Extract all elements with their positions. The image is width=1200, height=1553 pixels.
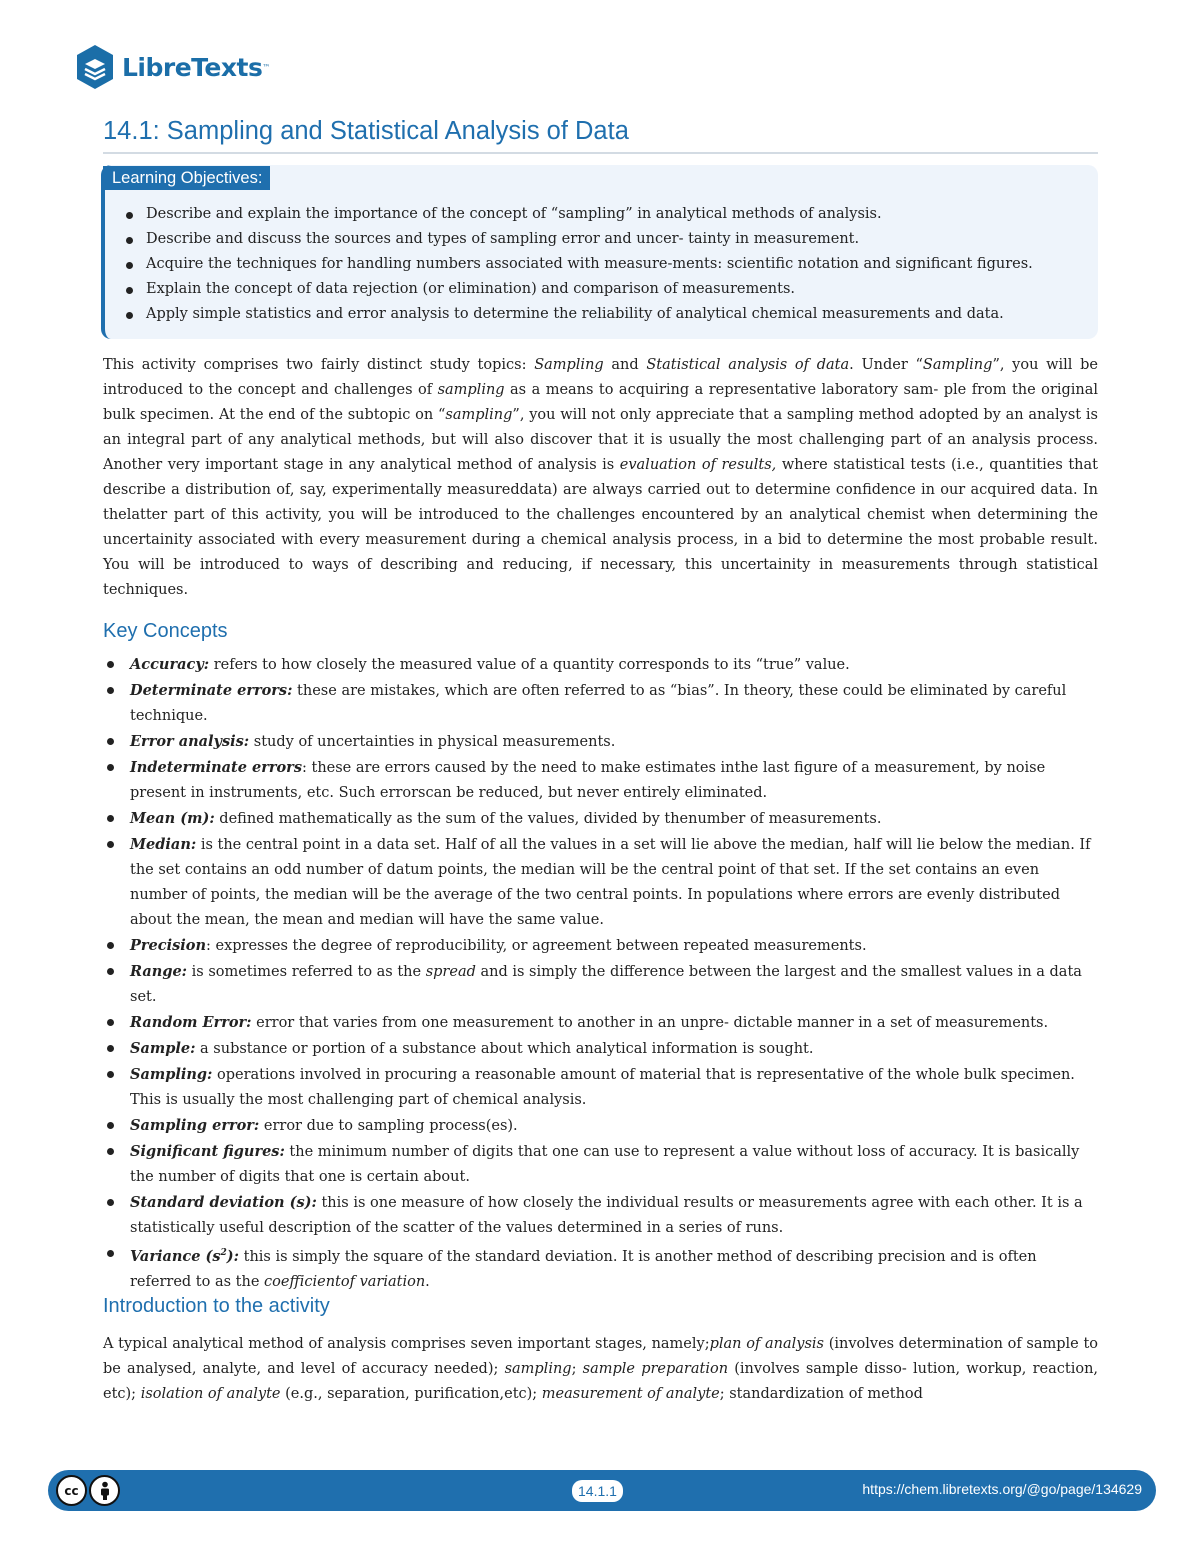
attribution-icon: [89, 1475, 120, 1506]
list-item: Variance $(s^2)$: this is simply the square of the standard deviation. It is another method of describing precision and is often referred to as the coefficientof variation.: [105, 1241, 1098, 1295]
list-item: Random Error: error that varies from one measurement to another in an unpre- dictable manner in a set of measurements.: [105, 1010, 1098, 1036]
list-item: Sample: a substance or portion of a substance about which analytical information is sought.: [105, 1036, 1098, 1062]
list-item: Median: is the central point in a data set. Half of all the values in a set will lie above the median, half will lie below the median. If the set contains an odd number of datum points, the median will be the central point of that set. If the set contains an even number of points, the median will be the average of the two central points. In populations where errors are evenly distributed about the mean, the mean and median will have the same value.: [105, 832, 1098, 933]
libretexts-logo-icon: [74, 43, 116, 91]
page-footer: [48, 1470, 1156, 1511]
list-item: Determinate errors: these are mistakes, which are often referred to as “bias”. In theory, these could be eliminated by careful technique.: [105, 678, 1098, 729]
page-url-link[interactable]: https://chem.libretexts.org/@go/page/134629: [862, 1481, 1142, 1497]
list-item: Accuracy: refers to how closely the measured value of a quantity corresponds to its “true” value.: [105, 652, 1098, 678]
list-item: Error analysis: study of uncertainties in physical measurements.: [105, 729, 1098, 755]
activity-heading: Introduction to the activity: [103, 1295, 330, 1317]
cc-by-license-badge[interactable]: [56, 1475, 120, 1506]
list-item: Explain the concept of data rejection (or elimination) and comparison of measurements.: [125, 277, 1033, 302]
key-concepts-heading: Key Concepts: [103, 620, 228, 642]
list-item: Standard deviation (s): this is one measure of how closely the individual results or measurements agree with each other. It is a statistically useful description of the scatter of the values determined in a series of runs.: [105, 1190, 1098, 1241]
activity-paragraph: A typical analytical method of analysis comprises seven important stages, namely;plan of analysis (involves determination of sample to be analysed, analyte, and level of accuracy needed); sampling; sample preparation (involves sample disso- lution, workup, reaction, etc); isolation of analyte (e.g., separation, purification,etc); measurement of analyte; standardization of method: [103, 1336, 1099, 1402]
logo-trademark: ™: [262, 62, 271, 72]
logo-text: LibreTexts: [122, 52, 263, 82]
list-item: Significant figures: the minimum number of digits that one can use to represent a value without loss of accuracy. It is basically the number of digits that one is certain about.: [105, 1139, 1098, 1190]
list-item: Sampling: operations involved in procuring a reasonable amount of material that is representative of the whole bulk specimen. This is usually the most challenging part of chemical analysis.: [105, 1062, 1098, 1113]
key-concepts-list: [105, 652, 1098, 1295]
list-item: Apply simple statistics and error analysis to determine the reliability of analytical chemical measurements and data.: [125, 302, 1033, 327]
list-item: Precision: expresses the degree of reproducibility, or agreement between repeated measurements.: [105, 933, 1098, 959]
list-item: Indeterminate errors: these are errors caused by the need to make estimates inthe last figure of a measurement, by noise present in instruments, etc. Such errorscan be reduced, but never entirely eliminated.: [105, 755, 1098, 806]
libretexts-logo[interactable]: [74, 40, 270, 94]
page-title: 14.1: Sampling and Statistical Analysis of Data: [103, 117, 1098, 154]
learning-objectives-label: Learning Objectives:: [103, 166, 270, 190]
list-item: Range: is sometimes referred to as the spread and is simply the difference between the largest and the smallest values in a data set.: [105, 959, 1098, 1010]
page-number: 14.1.1: [572, 1480, 623, 1502]
list-item: Sampling error: error due to sampling process(es).: [105, 1113, 1098, 1139]
learning-objectives-list: [125, 202, 1033, 327]
list-item: Describe and explain the importance of the concept of “sampling” in analytical methods of analysis.: [125, 202, 1033, 227]
person-icon: [98, 1481, 112, 1501]
list-item: Describe and discuss the sources and types of sampling error and uncer- tainty in measurement.: [125, 227, 1033, 252]
cc-icon: cc: [56, 1475, 87, 1506]
intro-paragraph: This activity comprises two fairly distinct study topics: Sampling and Statistical analysis of data. Under “Sampling”, you will be introduced to the concept and challenges of sampling as a means to acquiring a representative laboratory sam- ple from the original bulk specimen. At the end of the subtopic on “sampling”, you will not only appreciate that a sampling method adopted by an analyst is an integral part of any analytical methods, but will also discover that it is usually the most challenging part of an analysis process. Another very important stage in any analytical method of analysis is evaluation of results, where statistical tests (i.e., quantities that describe a distribution of, say, experimentally measureddata) are always carried out to determine confidence in our acquired data. In thelatter part of this activity, you will be introduced to the challenges encountered by an analytical chemist when determining the uncertainity associated with every measurement during a chemical analysis process, in a bid to determine the most probable result. You will be introduced to ways of describing and reducing, if necessary, this uncertainity in measurements through statistical techniques.: [103, 357, 1099, 598]
list-item: Mean (m): defined mathematically as the sum of the values, divided by thenumber of measurements.: [105, 806, 1098, 832]
list-item: Acquire the techniques for handling numbers associated with measure-ments: scientific notation and significant figures.: [125, 252, 1033, 277]
